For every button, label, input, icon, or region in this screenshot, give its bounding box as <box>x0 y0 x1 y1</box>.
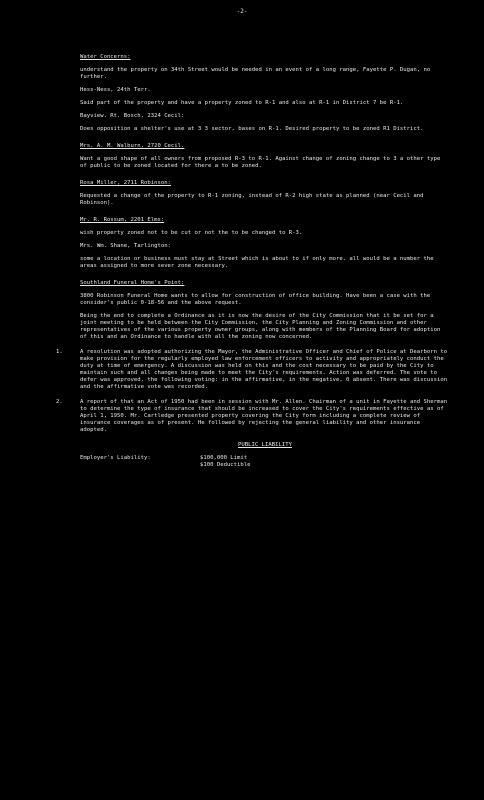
block-paragraph: Hess-Ness, 24th Terr. <box>80 87 151 93</box>
liability-label: Employer's Liability: <box>80 455 151 461</box>
block-heading: Water Concerns: <box>80 54 131 60</box>
block-heading: Mrs. A. M. Walburn, 2720 Cecil. <box>80 143 185 149</box>
liability-value: $100 Deductible <box>200 462 251 468</box>
block-paragraph: Being the end to complete a Ordinance as it is now the desire of the City Commission that it be set for a joint meeting to be held between the City Commission, the City Planning and Zoning Commission and other representatives of the various property owner groups, along with members of the Planning Board for adoption of this and an Ordinance to handle with all the zoning now concerned. <box>80 313 444 340</box>
item-number: 1. <box>56 349 63 355</box>
numbered-item <box>56 349 450 391</box>
document-body <box>56 44 450 469</box>
item-text: A resolution was adopted authorizing the Mayor, the Administrative Officer and Chief of Police at Dearborn to make provision for the regularly employed law enforcement officers to activity and appropriately conduct the duty at time of emergency. A discussion was held on this and the cost necessary to be paid by the City to maintain such and all changes being made to meet the City's requirements. Action was deferred. The vote to defer was approved, the following voting: in the affirmative, in the negative, 0 absent. There was discussion and the affirmative vote was recorded. <box>80 349 448 390</box>
item-number: 2. <box>56 399 63 405</box>
block-heading: Southland Funeral Home's Point: <box>80 280 185 286</box>
item-text: A report of that an Act of 1950 had been in session with Mr. Allen. Chairman of a unit in Fayette and Sherman to determine the type of insurance that should be increased to cover the City's requirements effective as of April 1, 1950. Mr. Cartledge presented property covering the City form including a complete review of insurance coverages as of present. He followed by rejecting the general liability and other insurance adopted. <box>80 399 448 433</box>
liability-values <box>200 455 251 469</box>
block-paragraph: Mrs. Wm. Shane, Tarlington: <box>80 243 171 249</box>
block-paragraph: understand the property on 34th Street would be needed in an event of a long range, Fayette P. Dugan, no further. <box>80 67 434 80</box>
block-paragraph: Does opposition a shelter's use at 3 3 sector, bases on R-1. Desired property to be zoned R1 District. <box>80 126 424 132</box>
liability-row <box>80 455 450 469</box>
block-paragraph: wish property zoned not to be cut or not the to be changed to R-3. <box>80 230 303 236</box>
block-paragraph: some a location or business must stay at Street which is about to if only more. all would be a number the areas assigned to more sever zone necessary. <box>80 256 437 269</box>
liability-value: $100,000 Limit <box>200 455 248 461</box>
block-heading: Rosa Miller, 2711 Robinson: <box>80 180 171 186</box>
block-paragraph: Want a good shape of all owners from proposed R-3 to R-1. Against change of zoning change to 3 a other type of public to be zoned located for there a to be zoned. <box>80 156 444 169</box>
block-paragraph: Bayview. Rt. Bosch, 2324 Cecil: <box>80 113 185 119</box>
block-paragraph: 3800 Robinson Funeral Home wants to allow for construction of office building. Have been a case with the consider's public 0-18-56 and the above request. <box>80 293 434 306</box>
page-number: -2- <box>236 8 248 15</box>
numbered-item <box>56 399 450 434</box>
block-heading: Mr. R. Rossum, 2201 Elms: <box>80 217 165 223</box>
section-title: PUBLIC LIABILITY <box>238 442 292 448</box>
block-paragraph: Requested a change of the property to R-1 zoning, instead of R-2 high state as planned (near Cecil and Robinson). <box>80 193 427 206</box>
block-paragraph: Said part of the property and have a property zoned to R-1 and also at R-1 in District 7 be R-1. <box>80 100 404 106</box>
